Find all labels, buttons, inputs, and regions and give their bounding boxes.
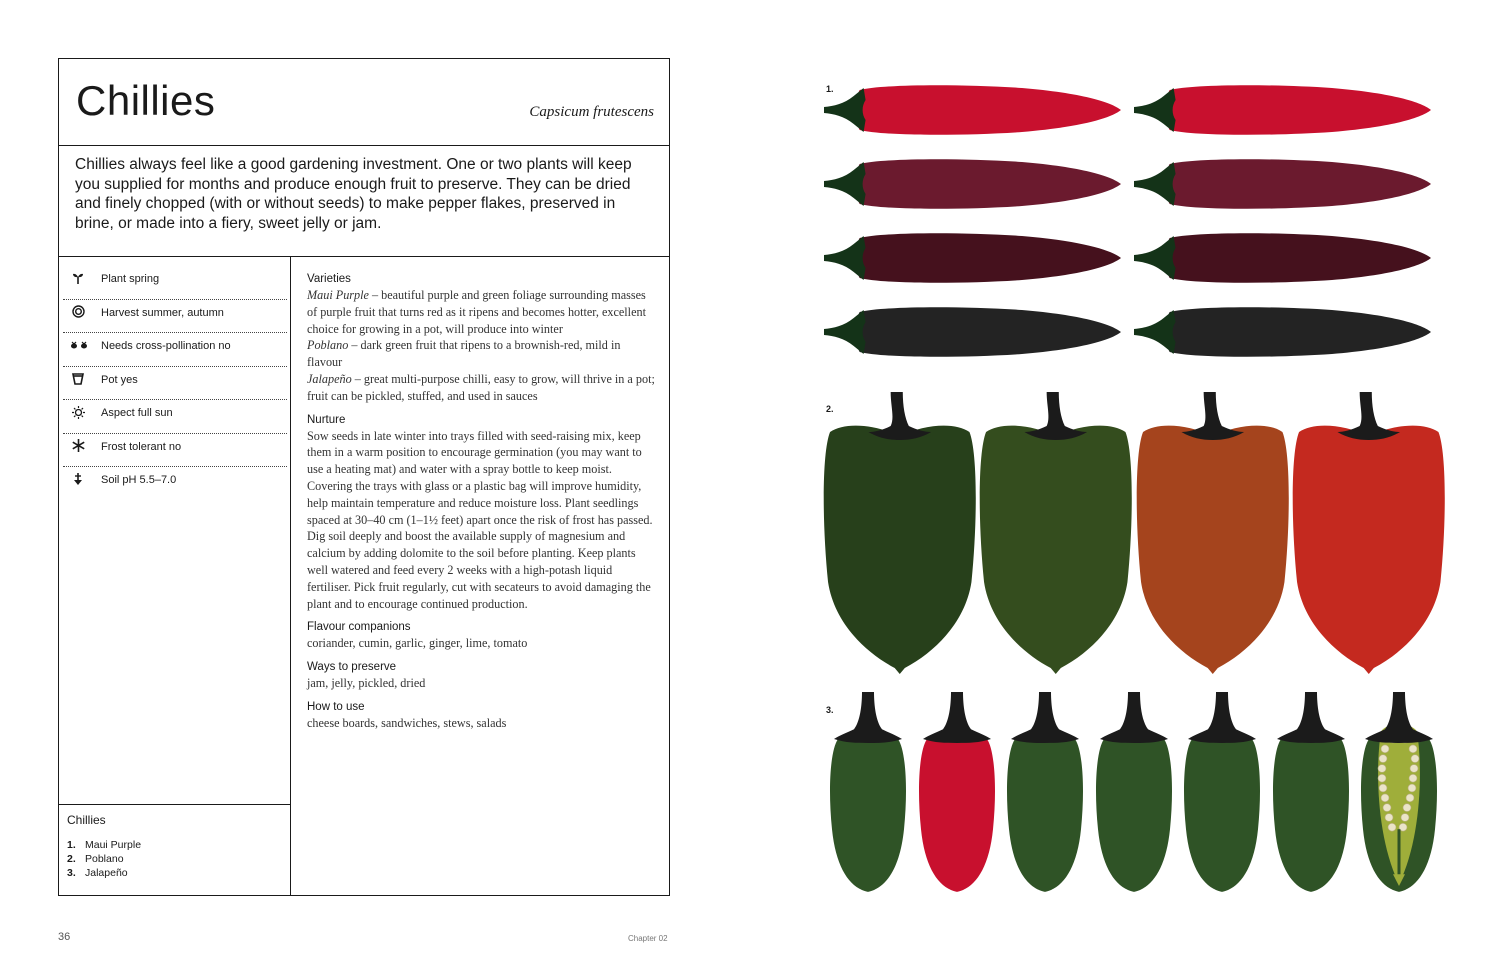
chilli-jalapeno-4 bbox=[1096, 692, 1172, 892]
list-label: Poblano bbox=[85, 853, 124, 865]
figure-label-maui: 1. bbox=[826, 84, 834, 94]
fact-value: spring bbox=[129, 273, 160, 285]
list-label: Maui Purple bbox=[85, 839, 142, 851]
chilli-jalapeno-3 bbox=[1007, 692, 1083, 892]
figure-label-poblano: 2. bbox=[826, 404, 834, 414]
chilli-jalapeno-6 bbox=[1273, 692, 1349, 892]
fact-value: yes bbox=[120, 373, 138, 386]
variety-name: Maui Purple bbox=[307, 288, 369, 302]
fact-value: no bbox=[218, 340, 231, 352]
variety-name: Poblano bbox=[307, 338, 349, 353]
page-number: 36 bbox=[58, 931, 71, 943]
fact-value: summer, autumn bbox=[141, 306, 224, 319]
fact-label: Harvest bbox=[101, 306, 139, 319]
section-body-flavour: coriander, cumin, garlic, ginger, lime, tomato bbox=[307, 636, 528, 651]
fact-value: 5.5–7.0 bbox=[139, 474, 177, 486]
variety-description: – dark green fruit that ripens to a brownish-red, mild in flavour bbox=[307, 338, 621, 370]
section-heading-nurture: Nurture bbox=[307, 413, 346, 426]
chilli-poblano-2 bbox=[980, 392, 1132, 674]
section-body-preserve: jam, jelly, pickled, dried bbox=[307, 676, 426, 691]
latin-name: Capsicum frutescens bbox=[529, 104, 654, 120]
chilli-poblano-1 bbox=[824, 392, 976, 674]
section-body-nurture: Sow seeds in late winter into trays filled with seed-raising mix, keep them in a warm position to encourage germination (you may want to use a heating mat) and water with a spray bottle to keep moist. Covering the trays with glass or a plastic bag will improve humidity, help maintain temperature and reduce moisture loss. Plant seedlings spaced at 30–40 cm (1–1½ feet) apart once the risk of frost has passed. Dig soil deeply and boost the available supply of magnesium and calcium by adding dolomite to the soil before planting. Keep plants well watered and feed every 2 weeks with a high-potash liquid fertiliser. Pick fruit regularly, cut with secateurs to avoid damaging the plant and to encourage continued production. bbox=[307, 428, 653, 611]
fact-label: Aspect bbox=[101, 407, 135, 419]
fact-label: Soil pH bbox=[101, 474, 137, 486]
chilli-maui-wine-1 bbox=[824, 159, 1121, 209]
section-heading-varieties: Varieties bbox=[307, 273, 351, 285]
section-body-use: cheese boards, sandwiches, stews, salads bbox=[307, 715, 507, 730]
chilli-jalapeno-2 bbox=[919, 692, 995, 892]
chilli-maui-black-2 bbox=[1134, 307, 1431, 357]
section-heading-preserve: Ways to preserve bbox=[307, 661, 397, 674]
chilli-maui-plum-2 bbox=[1134, 233, 1431, 283]
chilli-maui-wine-2 bbox=[1134, 159, 1431, 209]
chilli-maui-black-1 bbox=[824, 307, 1121, 357]
chilli-maui-red-2 bbox=[1134, 85, 1431, 135]
jalapeno-chillies bbox=[830, 692, 1437, 892]
section-heading-use: How to use bbox=[307, 700, 365, 713]
list-number: 1. bbox=[67, 839, 76, 851]
chapter-label: Chapter 02 bbox=[628, 934, 668, 943]
intro-text: Chillies always feel like a good gardening investment. One or two plants will keep you supplied for months and produce enough fruit to preserve. They can be dried and finely chopped (with or without seeds) to make pepper flakes, preserved in brine, or made into a fiery, sweet jelly or jam. bbox=[75, 156, 632, 232]
maui-purple-chillies bbox=[824, 85, 1431, 357]
chilli-maui-plum-1 bbox=[824, 233, 1121, 283]
variety-name: Jalapeño bbox=[307, 371, 352, 386]
chilli-poblano-3 bbox=[1137, 392, 1289, 674]
section-heading-flavour: Flavour companions bbox=[307, 621, 411, 634]
figure-label-jalapeno: 3. bbox=[826, 705, 834, 715]
chilli-poblano-4 bbox=[1293, 392, 1445, 674]
chilli-jalapeno-5 bbox=[1184, 692, 1260, 892]
fact-label: Pot bbox=[101, 373, 118, 386]
variety-description: – beautiful purple and green foliage surrounding masses of purple fruit that turns red as it ripens and becomes hotter, excellent choice for growing in a pot, will produce into winter bbox=[307, 288, 646, 336]
fact-label: Plant bbox=[101, 273, 127, 285]
list-number: 2. bbox=[67, 853, 76, 865]
page-title: Chillies bbox=[76, 77, 216, 124]
chilli-maui-red-1 bbox=[824, 85, 1121, 135]
varieties-box-title: Chillies bbox=[67, 813, 106, 827]
fact-label: Frost tolerant bbox=[101, 440, 166, 453]
fact-value: full sun bbox=[137, 407, 173, 419]
variety-description: – great multi-purpose chilli, easy to grow, will thrive in a pot; fruit can be pickled, stuffed, and used in sauces bbox=[307, 371, 655, 403]
list-label: Jalapeño bbox=[85, 867, 128, 879]
fact-label: Needs cross-pollination bbox=[101, 340, 216, 352]
fact-value: no bbox=[168, 440, 182, 453]
poblano-chillies bbox=[824, 392, 1445, 674]
chilli-jalapeno-1 bbox=[830, 692, 906, 892]
chilli-jalapeno-cross-section bbox=[1361, 692, 1437, 892]
list-number: 3. bbox=[67, 867, 76, 879]
